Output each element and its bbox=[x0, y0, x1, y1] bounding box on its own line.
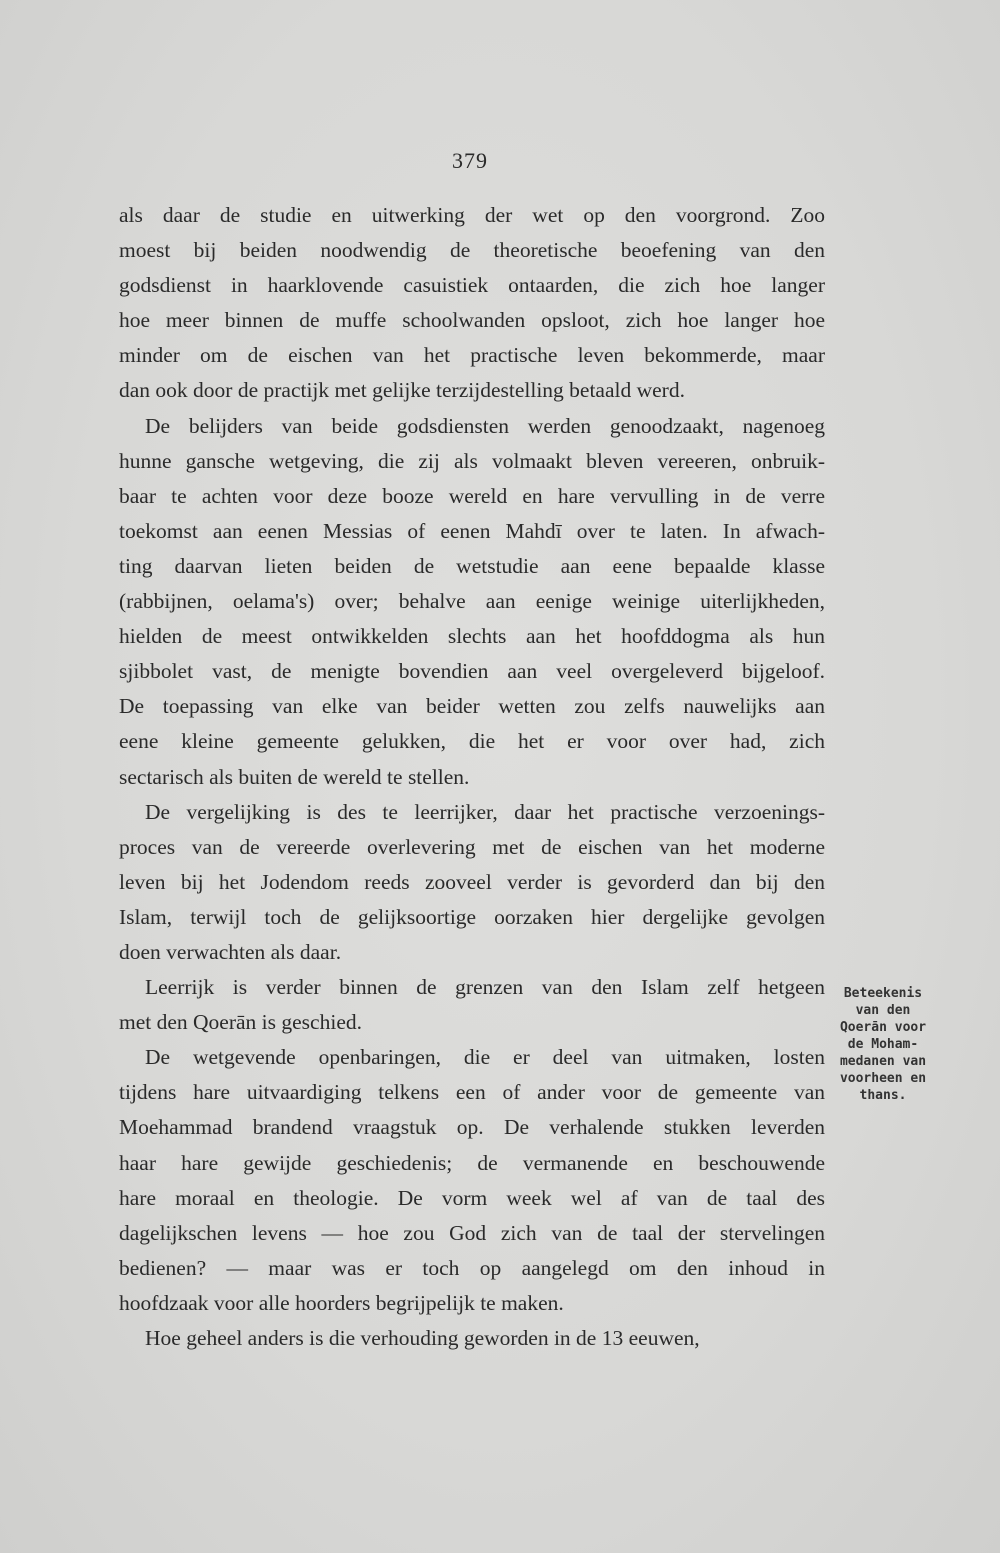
text-line: leven bij het Jodendom reeds zooveel verder is gevorderd dan bij den bbox=[119, 869, 825, 894]
margin-note-line: de Moham- bbox=[847, 1037, 919, 1052]
body-text bbox=[119, 198, 825, 1356]
text-line: dan ook door de practijk met gelijke terzijdestelling betaald werd. bbox=[119, 378, 685, 403]
text-line: hoofdzaak voor alle hoorders begrijpelijk te maken. bbox=[119, 1290, 564, 1315]
text-line: Islam, terwijl toch de gelijksoortige oorzaken hier dergelijke gevolgen bbox=[119, 904, 825, 929]
text-line: De belijders van beide godsdiensten werden genoodzaakt, nagenoeg bbox=[145, 413, 825, 438]
text-line: sectarisch als buiten de wereld te stellen. bbox=[119, 764, 470, 789]
text-line: hunne gansche wetgeving, die zij als volmaakt bleven vereeren, onbruik- bbox=[119, 448, 825, 473]
paragraph bbox=[119, 1321, 825, 1356]
text-line: haar hare gewijde geschiedenis; de vermanende en beschouwende bbox=[119, 1150, 825, 1175]
text-line: sjibbolet vast, de menigte bovendien aan veel overgeleverd bijgeloof. bbox=[119, 659, 825, 684]
text-line: (rabbijnen, oelama's) over; behalve aan eenige weinige uiterlijkheden, bbox=[119, 589, 825, 614]
paragraph bbox=[119, 198, 825, 409]
text-line: eene kleine gemeente gelukken, die het er voor over had, zich bbox=[119, 729, 825, 754]
margin-note bbox=[826, 985, 940, 1104]
text-line: moest bij beiden noodwendig de theoretische beoefening van den bbox=[119, 238, 825, 263]
margin-note-line: van den bbox=[855, 1003, 911, 1018]
paragraph bbox=[119, 795, 825, 970]
margin-note-line: thans. bbox=[859, 1088, 907, 1103]
text-line: tijdens hare uitvaardiging telkens een of ander voor de gemeente van bbox=[119, 1080, 825, 1105]
margin-note-line: Qoerān voor bbox=[839, 1020, 927, 1035]
text-line: De vergelijking is des te leerrijker, daar het practische verzoenings- bbox=[145, 799, 825, 824]
margin-note-line: medanen van bbox=[839, 1054, 927, 1069]
text-line: bedienen? — maar was er toch op aangelegd om den inhoud in bbox=[119, 1255, 825, 1280]
paragraph bbox=[119, 1040, 825, 1321]
text-line: als daar de studie en uitwerking der wet op den voorgrond. Zoo bbox=[119, 203, 825, 227]
text-line: toekomst aan eenen Messias of eenen Mahdī over te laten. In afwach- bbox=[119, 518, 825, 543]
text-line: minder om de eischen van het practische leven bekommerde, maar bbox=[119, 343, 825, 368]
text-line: godsdienst in haarklovende casuistiek ontaarden, die zich hoe langer bbox=[119, 273, 825, 298]
page-number: 379 bbox=[452, 148, 488, 173]
margin-note-line: Beteekenis bbox=[843, 986, 923, 1001]
text-line: hoe meer binnen de muffe schoolwanden opsloot, zich hoe langer hoe bbox=[119, 308, 825, 333]
text-line: doen verwachten als daar. bbox=[119, 939, 342, 964]
text-line: Hoe geheel anders is die verhouding geworden in de 13 eeuwen, bbox=[145, 1326, 700, 1350]
text-line: baar te achten voor deze booze wereld en hare vervulling in de verre bbox=[119, 483, 825, 508]
margin-note-line: voorheen en bbox=[839, 1071, 927, 1086]
text-line: met den Qoerān is geschied. bbox=[119, 1010, 362, 1035]
text-line: ting daarvan lieten beiden de wetstudie aan eene bepaalde klasse bbox=[119, 553, 825, 578]
text-line: Moehammad brandend vraagstuk op. De verhalende stukken leverden bbox=[119, 1115, 825, 1140]
text-line: hielden de meest ontwikkelden slechts aan het hoofddogma als hun bbox=[119, 624, 825, 649]
text-line: dagelijkschen levens — hoe zou God zich van de taal der stervelingen bbox=[119, 1220, 825, 1245]
paragraph bbox=[119, 409, 825, 795]
text-line: De toepassing van elke van beider wetten zou zelfs nauwelijks aan bbox=[119, 694, 825, 719]
text-line: hare moraal en theologie. De vorm week wel af van de taal des bbox=[119, 1185, 825, 1210]
paragraph bbox=[119, 970, 825, 1040]
text-line: De wetgevende openbaringen, die er deel van uitmaken, losten bbox=[145, 1045, 825, 1070]
text-line: proces van de vereerde overlevering met de eischen van het moderne bbox=[119, 834, 825, 859]
text-line: Leerrijk is verder binnen de grenzen van den Islam zelf hetgeen bbox=[145, 975, 825, 1000]
